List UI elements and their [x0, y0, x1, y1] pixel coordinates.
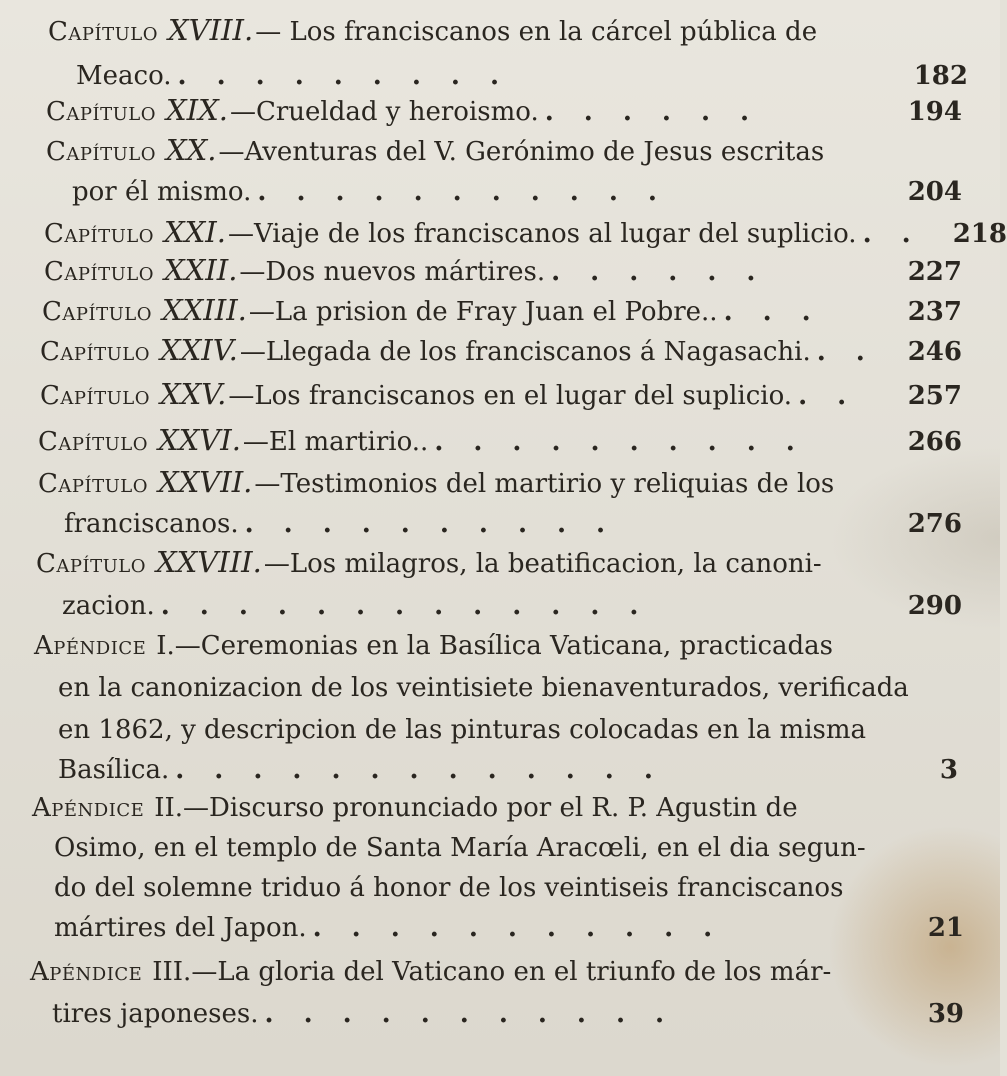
entry-label: Capítulo	[40, 337, 150, 367]
leader-dots: .........	[177, 61, 530, 91]
entry-title: — Los franciscanos en la cárcel pública de	[255, 17, 818, 47]
entry-label: Capítulo	[46, 137, 156, 167]
entry-title-continued: tires japoneses.	[52, 999, 259, 1029]
toc-entry	[40, 330, 962, 370]
leader-dots: ...........	[264, 999, 695, 1029]
entry-number: XXI.	[164, 215, 226, 249]
toc-entry	[44, 212, 1007, 252]
entry-label: Capítulo	[48, 17, 158, 47]
toc-entry	[36, 542, 962, 632]
toc-entry	[38, 462, 962, 552]
page-number: 182	[913, 61, 968, 91]
entry-title: —Aventuras del V. Gerónimo de Jesus escritas	[218, 137, 825, 167]
page-number: 194	[907, 97, 962, 127]
entry-title-continued: zacion.	[62, 591, 155, 621]
entry-label: Capítulo	[40, 381, 150, 411]
leader-dots: .............	[175, 755, 683, 785]
entry-number: XXII.	[164, 253, 238, 287]
entry-number: I.	[156, 631, 175, 661]
page-number: 227	[907, 257, 962, 287]
page-number: 3	[939, 755, 958, 785]
toc-entry	[42, 290, 962, 330]
entry-number: III.	[152, 957, 192, 987]
leader-dots: ......	[544, 97, 780, 127]
entry-title: —El martirio..	[242, 427, 429, 457]
entry-label: Capítulo	[38, 427, 148, 457]
entry-number: XXIV.	[160, 333, 238, 367]
page-number: 266	[907, 427, 962, 457]
entry-label: Apéndice	[32, 793, 145, 823]
page-number: 218	[952, 219, 1007, 249]
entry-title: —Viaje de los franciscanos al lugar del suplicio.	[227, 219, 857, 249]
entry-title-continued: Basílica.	[58, 755, 170, 785]
entry-label: Capítulo	[38, 469, 148, 499]
entry-title: —Llegada de los franciscanos á Nagasachi.	[239, 337, 811, 367]
toc-entry	[40, 374, 962, 414]
leader-dots: ..	[816, 337, 895, 367]
entry-number: XXVII.	[158, 465, 253, 499]
entry-title: —La gloria del Vaticano en el triunfo de los már-	[191, 957, 832, 987]
toc-entry	[38, 420, 962, 460]
entry-title-continued: en 1862, y descripcion de las pinturas colocadas en la misma	[58, 715, 867, 745]
leader-dots: ......	[551, 257, 786, 287]
page-number: 39	[927, 999, 964, 1029]
entry-title: —Ceremonias en la Basílica Vaticana, practicadas	[174, 631, 833, 661]
entry-title-continued: Meaco.	[76, 61, 172, 91]
entry-number: XVIII.	[168, 13, 254, 47]
page-number: 290	[907, 591, 962, 621]
leader-dots: ..	[862, 219, 941, 249]
entry-title-continued: franciscanos.	[64, 509, 239, 539]
entry-label: Capítulo	[46, 97, 156, 127]
entry-number: XXVIII.	[156, 545, 262, 579]
entry-title: —Dos nuevos mártires.	[239, 257, 546, 287]
entry-label: Capítulo	[42, 297, 152, 327]
entry-number: XXIII.	[162, 293, 247, 327]
entry-number: II.	[154, 793, 184, 823]
page-number: 257	[907, 381, 962, 411]
entry-title-continued: en la canonizacion de los veintisiete bienaventurados, verificada	[58, 673, 909, 703]
entry-label: Capítulo	[44, 219, 154, 249]
leader-dots: .............	[160, 591, 669, 621]
entry-title: —Discurso pronunciado por el R. P. Agustin de	[183, 793, 798, 823]
toc-entry	[48, 10, 968, 100]
entry-label: Capítulo	[44, 257, 154, 287]
entry-title: —Testimonios del martirio y reliquias de los	[254, 469, 835, 499]
entry-number: XXVI.	[158, 423, 241, 457]
page-number: 21	[927, 913, 964, 943]
entry-title-continued: por él mismo.	[72, 177, 252, 207]
entry-label: Capítulo	[36, 549, 146, 579]
leader-dots: ..........	[244, 509, 636, 539]
entry-title: —Los franciscanos en el lugar del suplicio.	[228, 381, 793, 411]
entry-title-continued: mártires del Japon.	[54, 913, 307, 943]
toc-entry-appendix	[32, 788, 964, 958]
toc-entry-appendix	[34, 626, 962, 796]
entry-number: XXV.	[160, 377, 227, 411]
entry-title: —Los milagros, la beatificacion, la canoni-	[263, 549, 822, 579]
toc-entry	[46, 90, 962, 130]
toc-entry	[46, 130, 962, 220]
leader-dots: ..	[798, 381, 877, 411]
page-number: 276	[907, 509, 962, 539]
entry-title: —Crueldad y heroismo.	[229, 97, 539, 127]
entry-number: XX.	[166, 133, 217, 167]
entry-title-continued: Osimo, en el templo de Santa María Aracœli, en el dia segun-	[54, 833, 866, 863]
page-number: 204	[907, 177, 962, 207]
toc-entry-appendix	[30, 952, 964, 1052]
leader-dots: ...	[723, 297, 841, 327]
leader-dots: ...........	[257, 177, 687, 207]
page-number: 237	[907, 297, 962, 327]
toc-entry	[44, 250, 962, 290]
entry-title-continued: do del solemne triduo á honor de los veintiseis franciscanos	[54, 873, 844, 903]
entry-title: —La prision de Fray Juan el Pobre..	[248, 297, 718, 327]
leader-dots: ...........	[312, 913, 743, 943]
leader-dots: ..........	[434, 427, 825, 457]
entry-label: Apéndice	[30, 957, 143, 987]
entry-number: XIX.	[166, 93, 228, 127]
entry-label: Apéndice	[34, 631, 147, 661]
page-number: 246	[907, 337, 962, 367]
